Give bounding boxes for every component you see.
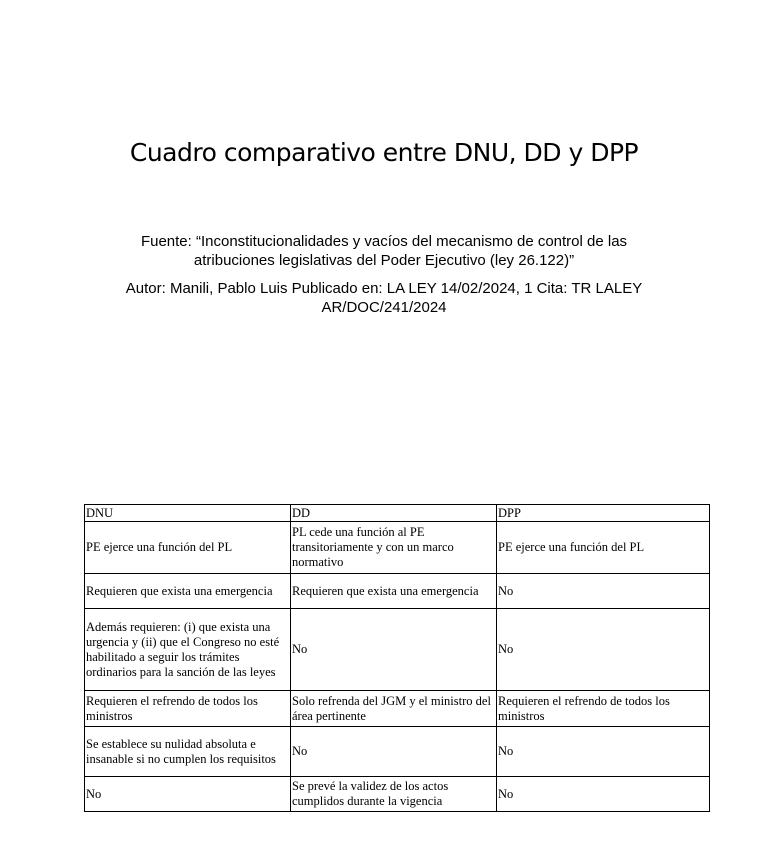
table-row [85,522,710,574]
comparison-table [84,504,710,812]
column-header-dnu: DNU [85,505,291,522]
author-citation [0,279,768,317]
column-header-dpp: DPP [497,505,710,522]
table-cell: Requieren que exista una emergencia [85,574,291,609]
author-line: Autor: Manili, Pablo Luis Publicado en: LA LEY 14/02/2024, 1 Cita: TR LALEY [125,280,643,297]
author-line: AR/DOC/241/2024 [321,299,447,316]
table-cell: No [85,777,291,812]
table-cell: Además requieren: (i) que exista una urgencia y (ii) que el Congreso no esté habilitado a seguir los trámites ordinarios para la sanción de las leyes [85,609,291,691]
table-header-row [85,505,710,522]
table-cell: PE ejerce una función del PL [85,522,291,574]
table-row [85,691,710,727]
table-row [85,574,710,609]
table-row [85,777,710,812]
source-line: atribuciones legislativas del Poder Ejecutivo (ley 26.122)” [193,252,575,269]
source-line: Fuente: “Inconstitucionalidades y vacíos del mecanismo de control de las [140,233,628,250]
table-cell: No [497,574,710,609]
column-header-dd: DD [291,505,497,522]
table-cell: PL cede una función al PE transitoriamente y con un marco normativo [291,522,497,574]
table-cell: Solo refrenda del JGM y el ministro del área pertinente [291,691,497,727]
table-row [85,727,710,777]
table-cell: Requieren que exista una emergencia [291,574,497,609]
table-cell: No [291,609,497,691]
table-cell: No [497,777,710,812]
table-cell: Requieren el refrendo de todos los ministros [85,691,291,727]
source-citation [0,232,768,270]
table-cell: Se establece su nulidad absoluta e insanable si no cumplen los requisitos [85,727,291,777]
page-title: Cuadro comparativo entre DNU, DD y DPP [129,138,639,167]
table-cell: No [497,727,710,777]
table-cell: Requieren el refrendo de todos los ministros [497,691,710,727]
table-cell: PE ejerce una función del PL [497,522,710,574]
table-cell: No [497,609,710,691]
table-row [85,609,710,691]
table-cell: Se prevé la validez de los actos cumplidos durante la vigencia [291,777,497,812]
table-cell: No [291,727,497,777]
